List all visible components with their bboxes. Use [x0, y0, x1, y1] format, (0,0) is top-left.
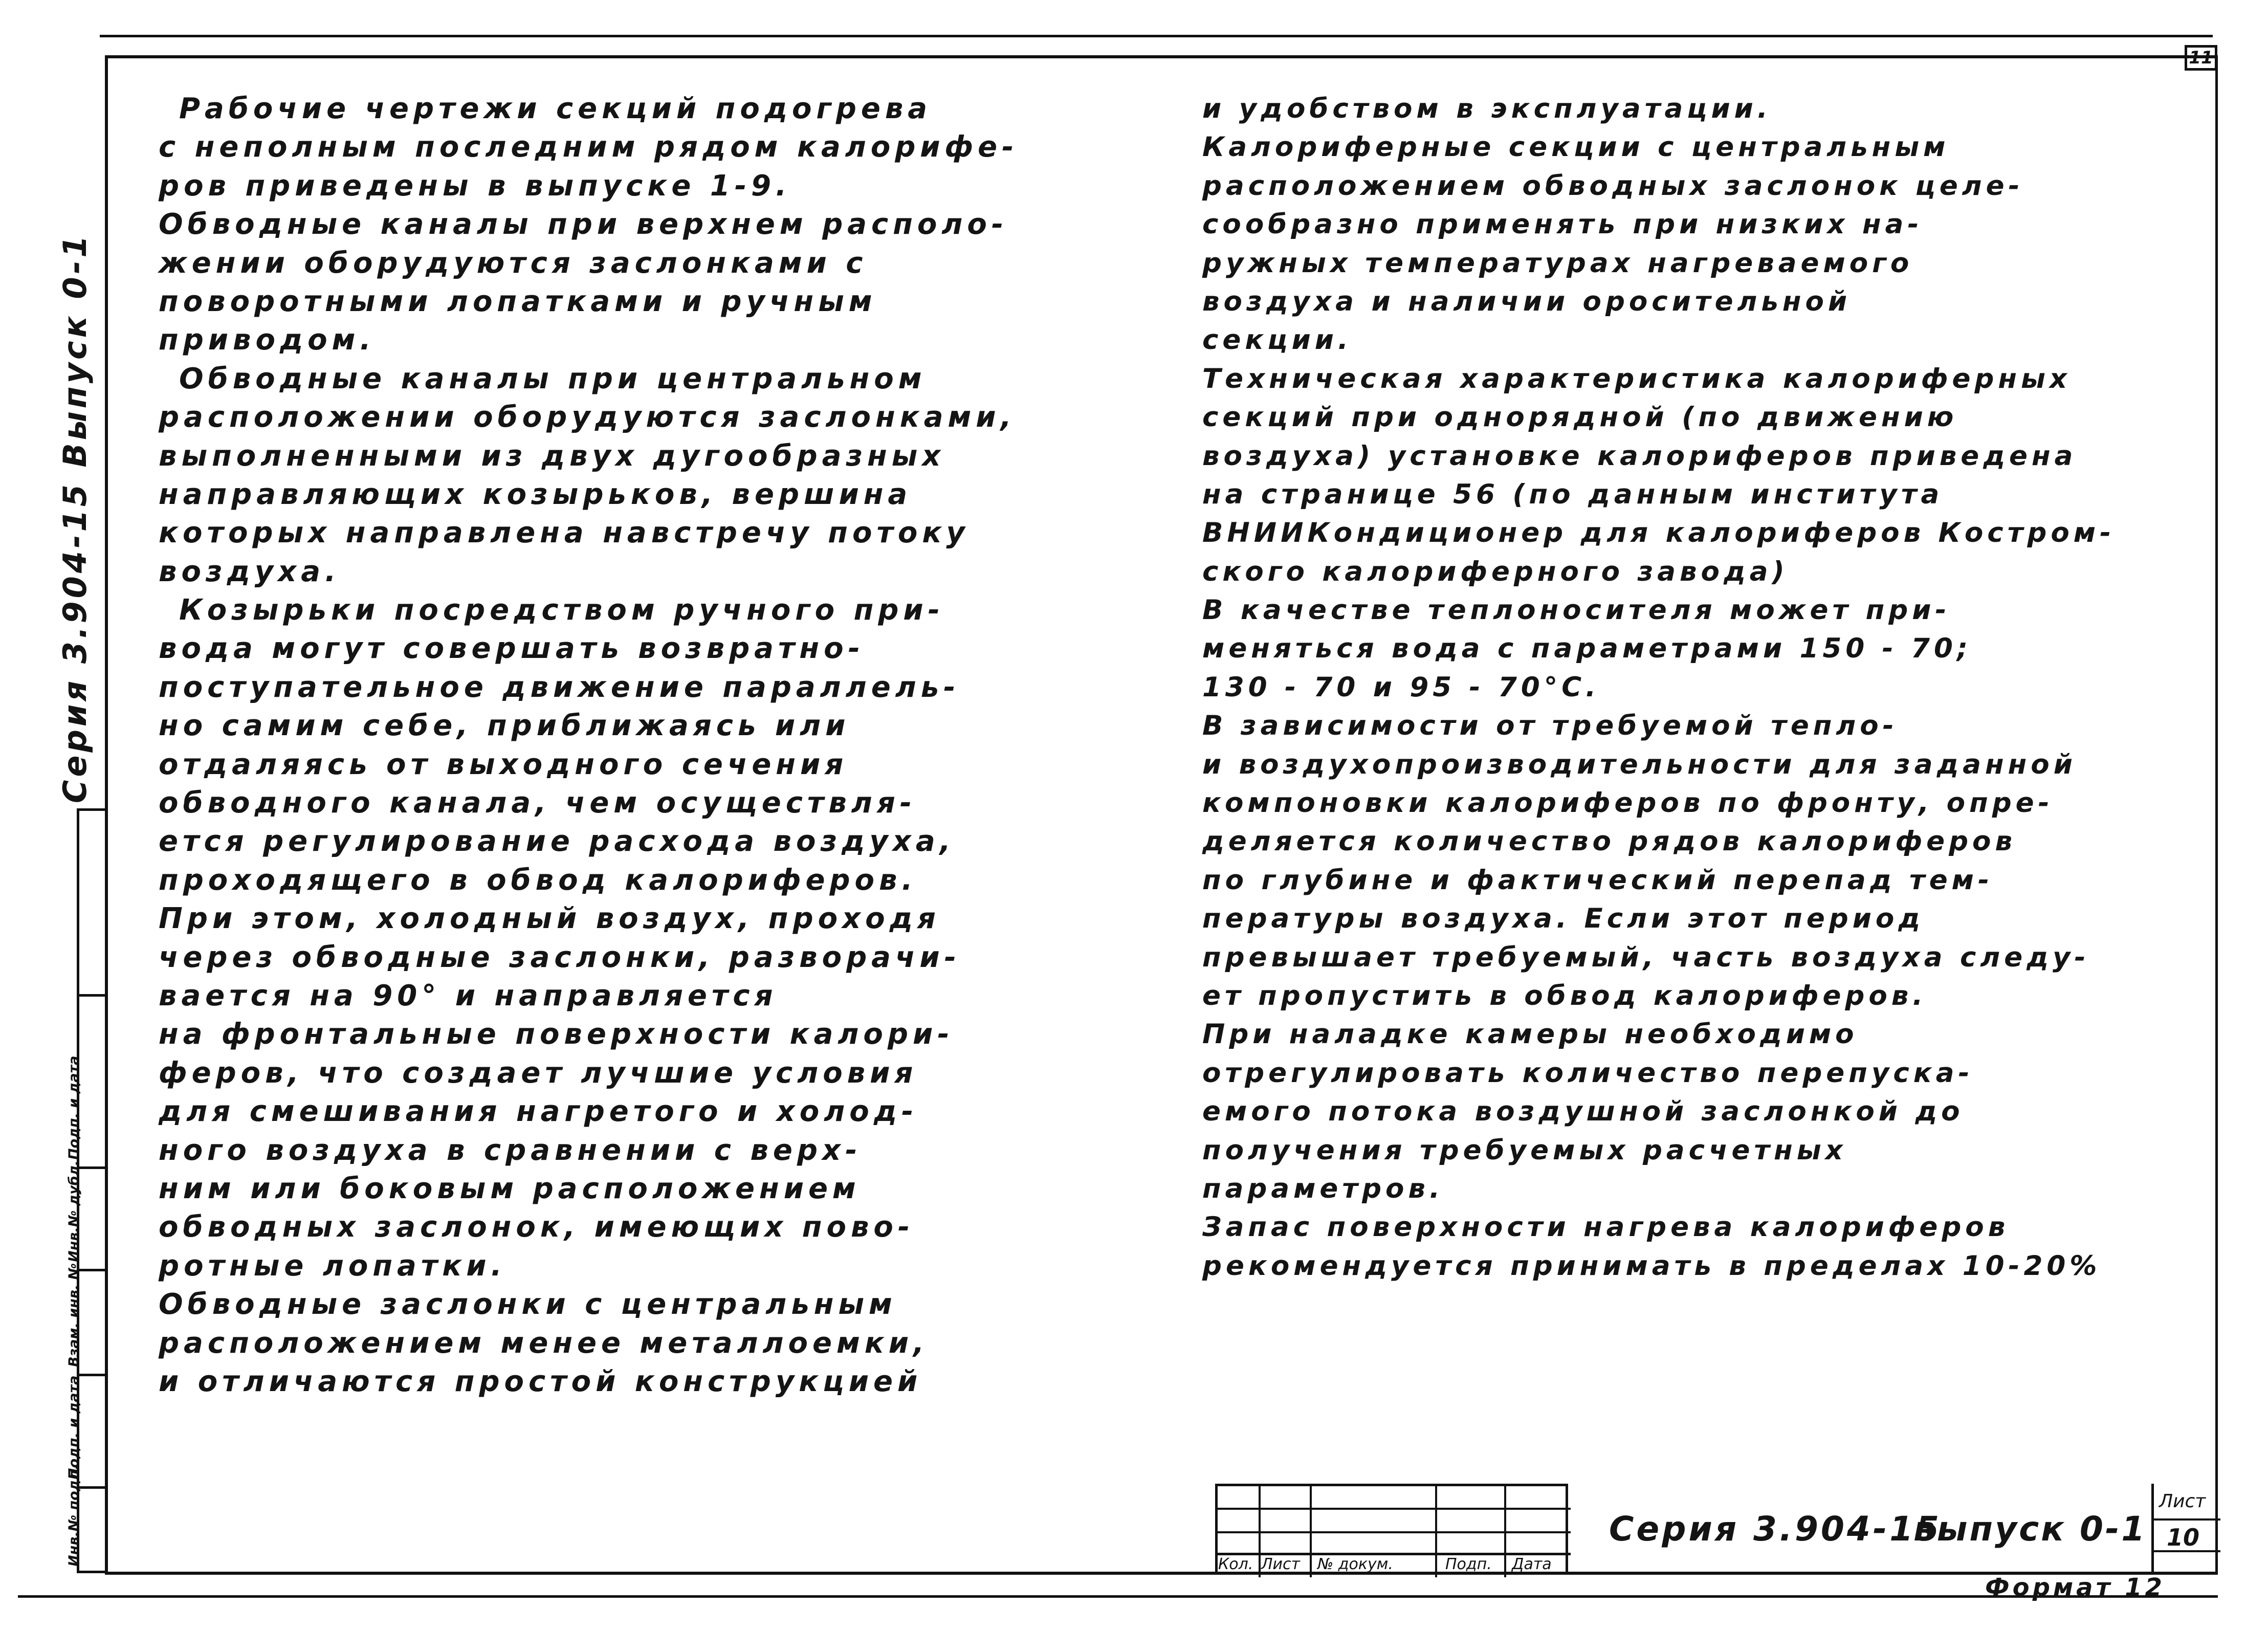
text-line: обводного канала, чем осуществля-: [159, 786, 917, 820]
text-line: ружных температурах нагреваемого: [1202, 247, 1913, 279]
text-line: ного воздуха в сравнении с верх-: [159, 1133, 862, 1167]
text-line: направляющих козырьков, вершина: [159, 477, 912, 511]
text-line: Запас поверхности нагрева калориферов: [1202, 1212, 2010, 1243]
text-line: Козырьки посредством ручного при-: [179, 593, 944, 627]
text-line: деляется количество рядов калориферов: [1202, 826, 2017, 857]
text-line: приводом.: [159, 323, 376, 357]
bottom-outer-line: [18, 1595, 2218, 1598]
text-line: Рабочие чертежи секций подогрева: [179, 92, 932, 125]
title-issue: выпуск 0-1: [1913, 1509, 2147, 1549]
text-line: Обводные каналы при центральном: [179, 362, 927, 395]
strip-cell-podp-data-2: Подп. и дата: [66, 1055, 82, 1160]
text-line: поворотными лопатками и ручным: [159, 284, 877, 318]
text-line: вается на 90° и направляется: [159, 979, 778, 1012]
frame-right-border: [2215, 55, 2218, 1575]
text-line: ет пропустить в обвод калориферов.: [1202, 980, 1927, 1011]
text-line: Техническая характеристика калориферных: [1202, 363, 2072, 394]
text-line: сообразно применять при низких на-: [1202, 209, 1923, 240]
text-line: воздуха) установке калориферов приведена: [1202, 440, 2077, 472]
text-line: пературы воздуха. Если этот период: [1202, 903, 1925, 935]
text-line: но самим себе, приближаясь или: [159, 709, 850, 743]
strip-cell-inv-podl: Инв.№ подл.: [66, 1464, 82, 1567]
text-line: расположением обводных заслонок целе-: [1202, 170, 2024, 202]
header-data: Дата: [1512, 1555, 1552, 1573]
format-label: Формат 12: [1985, 1573, 2165, 1602]
text-line: по глубине и фактический перепад тем-: [1202, 864, 1993, 896]
text-line: для смешивания нагретого и холод-: [159, 1095, 918, 1129]
text-line: с неполным последним рядом калорифе-: [159, 130, 1019, 164]
frame-top-border: [105, 55, 2218, 58]
text-line: феров, что создает лучшие условия: [159, 1056, 918, 1090]
text-line: Обводные каналы при верхнем располо-: [159, 208, 1008, 241]
text-line: В зависимости от требуемой тепло-: [1202, 710, 1898, 742]
frame-left-border: [105, 55, 108, 1575]
text-line: на фронтальные поверхности калори-: [159, 1018, 954, 1051]
text-line: емого потока воздушной заслонкой до: [1202, 1096, 1964, 1128]
text-line: рекомендуется принимать в пределах 10-20%: [1202, 1250, 2101, 1282]
text-line: ров приведены в выпуске 1-9.: [159, 169, 791, 203]
text-line: через обводные заслонки, разворачи-: [159, 940, 961, 974]
text-line: расположении оборудуются заслонками,: [159, 401, 1016, 434]
text-line: ним или боковым расположением: [159, 1172, 861, 1205]
text-line: ВНИИКондиционер для калориферов Костром-: [1202, 517, 2116, 549]
text-line: При наладке камеры необходимо: [1202, 1019, 1858, 1050]
text-line: вода могут совершать возвратно-: [159, 632, 865, 666]
text-line: и отличаются простой конструкцией: [159, 1364, 922, 1398]
strip-cell-inv-dubl: Инв.№ дубл.: [66, 1160, 82, 1262]
text-line: получения требуемых расчетных: [1202, 1134, 1847, 1166]
header-podp: Подп.: [1445, 1555, 1492, 1573]
header-doc-number: № докум.: [1317, 1555, 1393, 1573]
sheet-number: 10: [2167, 1524, 2200, 1551]
text-line: В качестве теплоносителя может при-: [1202, 594, 1951, 626]
text-line: ротные лопатки.: [159, 1249, 507, 1283]
strip-cell-podp-data-1: Подп. и дата: [66, 1375, 82, 1480]
text-line: 130 - 70 и 95 - 70°С.: [1202, 671, 1600, 703]
text-line: отдаляясь от выходного сечения: [159, 747, 848, 781]
header-kol: Кол.: [1218, 1555, 1253, 1573]
text-line: превышает требуемый, часть воздуха следу-: [1202, 941, 2090, 973]
text-line: секций при однорядной (по движению: [1202, 402, 1958, 433]
text-line: компоновки калориферов по фронту, опре-: [1202, 787, 2054, 819]
text-line: жении оборудуются заслонками с: [159, 246, 868, 280]
header-list: Лист: [1261, 1555, 1301, 1573]
text-line: воздуха.: [159, 555, 341, 588]
text-line: При этом, холодный воздух, проходя: [159, 902, 940, 936]
left-text-column: [159, 90, 1018, 1401]
text-line: ется регулирование расхода воздуха,: [159, 825, 955, 858]
side-series-label: Серия 3.904-15 Выпуск 0-1: [56, 232, 94, 803]
page-number-box: [2185, 45, 2217, 71]
text-line: и воздухопроизводительности для заданной: [1202, 748, 2077, 780]
title-block: [1215, 1484, 2218, 1575]
right-text-column: [1202, 90, 2115, 1285]
top-outer-line: [100, 35, 2213, 37]
text-line: воздуха и наличии оросительной: [1202, 285, 1852, 317]
text-line: Обводные заслонки с центральным: [159, 1288, 897, 1321]
text-line: расположением менее металлоемки,: [159, 1326, 929, 1360]
text-line: отрегулировать количество перепуска-: [1202, 1057, 1974, 1089]
strip-cell-vzam-inv: Взам. инв. №: [66, 1263, 82, 1367]
text-line: на странице 56 (по данным института: [1202, 478, 1944, 510]
text-line: поступательное движение параллель-: [159, 670, 960, 704]
title-series: Серия 3.904-15: [1609, 1509, 1942, 1549]
text-line: ского калориферного завода): [1202, 556, 1789, 587]
text-line: выполненными из двух дугообразных: [159, 439, 945, 473]
text-line: обводных заслонок, имеющих пово-: [159, 1210, 915, 1244]
text-line: секции.: [1202, 324, 1353, 356]
page-number: 11: [2189, 48, 2213, 68]
text-line: которых направлена навстречу потоку: [159, 516, 970, 550]
text-line: и удобством в эксплуатации.: [1202, 93, 1772, 124]
text-line: меняться вода с параметрами 150 - 70;: [1202, 633, 1972, 665]
text-line: Калориферные секции с центральным: [1202, 131, 1950, 163]
text-line: проходящего в обвод калориферов.: [159, 863, 917, 897]
sheet-label: Лист: [2159, 1491, 2206, 1512]
text-line: параметров.: [1202, 1173, 1444, 1204]
